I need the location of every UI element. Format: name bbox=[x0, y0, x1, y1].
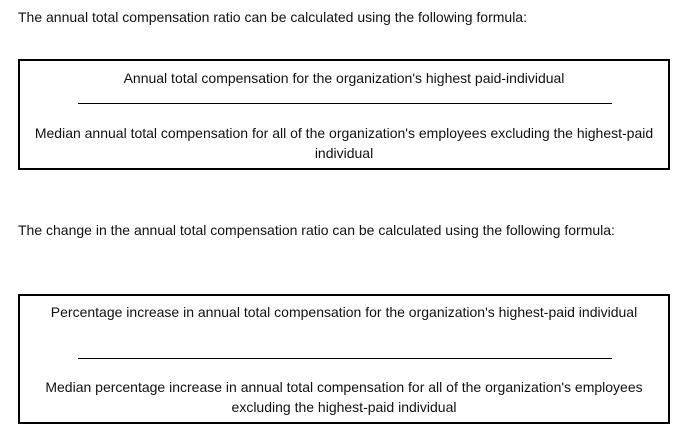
intro-paragraph-2: The change in the annual total compensation ratio can be calculated using the following formula: bbox=[18, 222, 615, 238]
fraction-line bbox=[78, 358, 612, 359]
intro-paragraph-1: The annual total compensation ratio can be calculated using the following formula: bbox=[18, 9, 527, 25]
formula-denominator: Median annual total compensation for all of the organization's employees excluding the highest-paid individual bbox=[34, 125, 654, 161]
formula-numerator: Percentage increase in annual total compensation for the organization's highest-paid individual bbox=[50, 304, 638, 320]
formula-box-ratio-change bbox=[18, 294, 670, 424]
fraction-line bbox=[78, 103, 612, 104]
formula-denominator: Median percentage increase in annual total compensation for all of the organization's employees excluding the highest-paid individual bbox=[45, 379, 643, 415]
formula-box-compensation-ratio bbox=[18, 59, 670, 170]
formula-numerator: Annual total compensation for the organization's highest paid-individual bbox=[123, 70, 565, 86]
